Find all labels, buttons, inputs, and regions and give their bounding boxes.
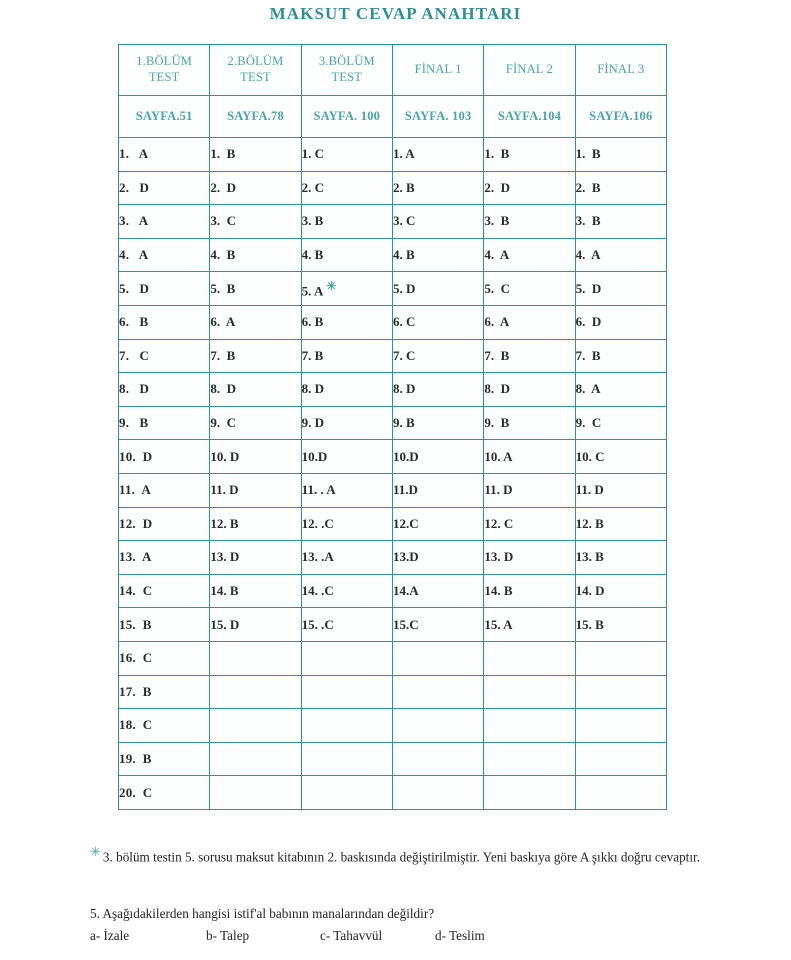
answer-cell (301, 675, 392, 709)
answer-cell: 13. B (575, 541, 666, 575)
answer-cell: 1. A (392, 138, 483, 172)
answer-cell: 9. D (301, 406, 392, 440)
answer-cell: 10.D (392, 440, 483, 474)
answer-cell: 8. D (484, 373, 575, 407)
column-header-4 (392, 45, 483, 96)
answer-cell (484, 742, 575, 776)
answer-cell: 6. D (575, 305, 666, 339)
table-row (119, 541, 667, 575)
answer-cell: 9. B (392, 406, 483, 440)
table-row (119, 272, 667, 306)
column-header-1-line2: TEST (148, 70, 180, 84)
answer-cell: 15. A (484, 608, 575, 642)
answer-cell: 13. .A (301, 541, 392, 575)
answer-cell: 15. B (575, 608, 666, 642)
answer-cell: 1. B (210, 138, 301, 172)
answer-cell: 3. B (301, 205, 392, 239)
answer-cell (484, 675, 575, 709)
column-header-2 (210, 45, 301, 96)
page-ref-2: SAYFA.78 (210, 96, 301, 138)
answer-cell: 9. B (119, 406, 210, 440)
answer-cell: 3. B (575, 205, 666, 239)
answer-cell: 15. D (210, 608, 301, 642)
answer-cell (301, 641, 392, 675)
answer-cell: 2. B (392, 171, 483, 205)
answer-cell: 4. B (392, 238, 483, 272)
answer-cell: 3. C (210, 205, 301, 239)
answer-cell: 11. D (210, 473, 301, 507)
answer-cell: 6. B (301, 305, 392, 339)
answer-cell: 11. . A (301, 473, 392, 507)
answer-cell: 14. D (575, 574, 666, 608)
column-header-6-line1: FİNAL 3 (597, 62, 645, 77)
answer-cell (301, 776, 392, 810)
table-row (119, 709, 667, 743)
table-row (119, 776, 667, 810)
answer-cell (484, 641, 575, 675)
answer-cell (392, 776, 483, 810)
answer-cell: 11. D (575, 473, 666, 507)
answer-cell: 1. B (575, 138, 666, 172)
answer-cell: 4. A (484, 238, 575, 272)
column-header-4-line1: FİNAL 1 (414, 62, 462, 77)
table-row (119, 205, 667, 239)
answer-cell: 11.D (392, 473, 483, 507)
answer-cell: 12.C (392, 507, 483, 541)
answer-cell: 12. .C (301, 507, 392, 541)
table-row (119, 574, 667, 608)
footnote (90, 842, 730, 868)
answer-cell: 2. D (484, 171, 575, 205)
answer-cell: 16. C (119, 641, 210, 675)
answer-cell (575, 675, 666, 709)
table-row (119, 373, 667, 407)
answer-cell: 1. B (484, 138, 575, 172)
answer-key-table (118, 44, 667, 810)
table-row (119, 507, 667, 541)
answer-cell: 15. B (119, 608, 210, 642)
answer-cell (210, 742, 301, 776)
answer-cell: 14. .C (301, 574, 392, 608)
table-row (119, 238, 667, 272)
answer-cell: 12. B (575, 507, 666, 541)
table-row (119, 406, 667, 440)
footnote-text: 3. bölüm testin 5. sorusu maksut kitabının 2. baskısında değiştirilmiştir. Yeni baskıya göre A şıkkı doğru cevaptır. (102, 849, 700, 865)
answer-cell: 20. C (119, 776, 210, 810)
answer-cell (392, 742, 483, 776)
answer-cell: 4. B (301, 238, 392, 272)
page-ref-6: SAYFA.106 (575, 96, 666, 138)
page-ref-3: SAYFA. 100 (301, 96, 392, 138)
answer-cell: 14. C (119, 574, 210, 608)
answer-cell: 8. A (575, 373, 666, 407)
answer-cell: 8. D (210, 373, 301, 407)
answer-cell: 7. B (210, 339, 301, 373)
answer-cell: 7. B (484, 339, 575, 373)
answer-cell: 1. A (119, 138, 210, 172)
answer-cell: 7. B (575, 339, 666, 373)
question-text: 5. Aşağıdakilerden hangisi istif'al babının manalarından değildir? (90, 906, 435, 921)
page-ref-5: SAYFA.104 (484, 96, 575, 138)
answer-cell: 3. A (119, 205, 210, 239)
column-header-1 (119, 45, 210, 96)
answer-cell: 10. D (210, 440, 301, 474)
page-ref-1: SAYFA.51 (119, 96, 210, 138)
table-row (119, 305, 667, 339)
table-row (119, 675, 667, 709)
answer-cell: 2. D (210, 171, 301, 205)
table-row (119, 742, 667, 776)
column-header-6 (575, 45, 666, 96)
answer-cell (575, 641, 666, 675)
answer-cell: 9. B (484, 406, 575, 440)
answer-cell: 8. D (392, 373, 483, 407)
answer-cell: 10. D (119, 440, 210, 474)
answer-cell: 2. D (119, 171, 210, 205)
answer-cell: 5. D (119, 272, 210, 306)
answer-cell: 7. C (119, 339, 210, 373)
page-ref-4: SAYFA. 103 (392, 96, 483, 138)
answer-cell: 7. C (392, 339, 483, 373)
page-title: MAKSUT CEVAP ANAHTARI (269, 4, 522, 23)
answer-cell: 14. B (210, 574, 301, 608)
table-row (119, 641, 667, 675)
answer-cell (210, 776, 301, 810)
answer-cell: 5. D (392, 272, 483, 306)
column-header-1-line1: 1.BÖLÜM (136, 54, 193, 69)
answer-cell: 8. D (301, 373, 392, 407)
question-option-a: a- İzale (90, 928, 130, 944)
answer-cell: 6. A (210, 305, 301, 339)
answer-cell: 17. B (119, 675, 210, 709)
footnote-asterisk-icon: ✳ (90, 844, 101, 859)
answer-cell: 15.C (392, 608, 483, 642)
answer-cell: 5. D (575, 272, 666, 306)
answer-cell: 6. C (392, 305, 483, 339)
answer-cell: 14.A (392, 574, 483, 608)
answer-cell (575, 776, 666, 810)
table-row (119, 608, 667, 642)
answer-cell: 1. C (301, 138, 392, 172)
sample-question-block (90, 903, 740, 946)
answer-cell: 12. B (210, 507, 301, 541)
column-header-5-line1: FİNAL 2 (505, 62, 554, 77)
question-options-row (90, 925, 740, 946)
column-header-2-line2: TEST (240, 70, 271, 84)
column-header-5 (484, 45, 575, 96)
answer-cell (392, 641, 483, 675)
answer-cell: 8. D (119, 373, 210, 407)
answer-cell: 13. D (484, 541, 575, 575)
column-header-3-line2: TEST (331, 70, 363, 84)
answer-cell (210, 675, 301, 709)
answer-cell: 18. C (119, 709, 210, 743)
answer-cell: 11. A (119, 473, 210, 507)
answer-cell: 5. A ✳ (301, 272, 392, 306)
answer-cell (392, 709, 483, 743)
asterisk-icon: ✳ (326, 278, 337, 293)
answer-cell: 3. C (392, 205, 483, 239)
answer-cell: 13. A (119, 541, 210, 575)
question-option-d: d- Teslim (435, 928, 485, 944)
column-header-2-line1: 2.BÖLÜM (227, 54, 284, 69)
answer-cell: 11. D (484, 473, 575, 507)
answer-cell: 6. A (484, 305, 575, 339)
answer-cell: 5. C (484, 272, 575, 306)
answer-cell (301, 742, 392, 776)
answer-cell: 10.D (301, 440, 392, 474)
answer-cell (210, 709, 301, 743)
column-header-3-line1: 3.BÖLÜM (318, 54, 375, 69)
answer-cell: 19. B (119, 742, 210, 776)
answer-rows-body (119, 138, 667, 810)
table-row (119, 440, 667, 474)
answer-cell: 12. C (484, 507, 575, 541)
answer-cell: 12. D (119, 507, 210, 541)
answer-cell: 7. B (301, 339, 392, 373)
question-option-b: b- Talep (206, 928, 250, 944)
table-row (119, 171, 667, 205)
answer-cell (210, 641, 301, 675)
answer-cell (484, 709, 575, 743)
answer-cell: 15. .C (301, 608, 392, 642)
answer-cell: 4. B (210, 238, 301, 272)
table-row (119, 138, 667, 172)
answer-cell: 2. B (575, 171, 666, 205)
answer-cell (575, 709, 666, 743)
answer-cell: 9. C (575, 406, 666, 440)
answer-cell: 4. A (575, 238, 666, 272)
answer-cell: 13.D (392, 541, 483, 575)
table-header-row (119, 45, 667, 96)
answer-cell: 6. B (119, 305, 210, 339)
answer-cell (301, 709, 392, 743)
answer-cell: 9. C (210, 406, 301, 440)
answer-cell (484, 776, 575, 810)
answer-cell: 5. B (210, 272, 301, 306)
answer-cell: 10. C (575, 440, 666, 474)
answer-cell: 2. C (301, 171, 392, 205)
answer-cell (575, 742, 666, 776)
answer-cell: 14. B (484, 574, 575, 608)
table-row (119, 473, 667, 507)
question-option-c: c- Tahavvül (320, 928, 383, 944)
page-reference-row (119, 96, 667, 138)
answer-cell: 3. B (484, 205, 575, 239)
table-row (119, 339, 667, 373)
answer-cell (392, 675, 483, 709)
answer-cell: 4. A (119, 238, 210, 272)
answer-cell: 13. D (210, 541, 301, 575)
answer-cell: 10. A (484, 440, 575, 474)
column-header-3 (301, 45, 392, 96)
